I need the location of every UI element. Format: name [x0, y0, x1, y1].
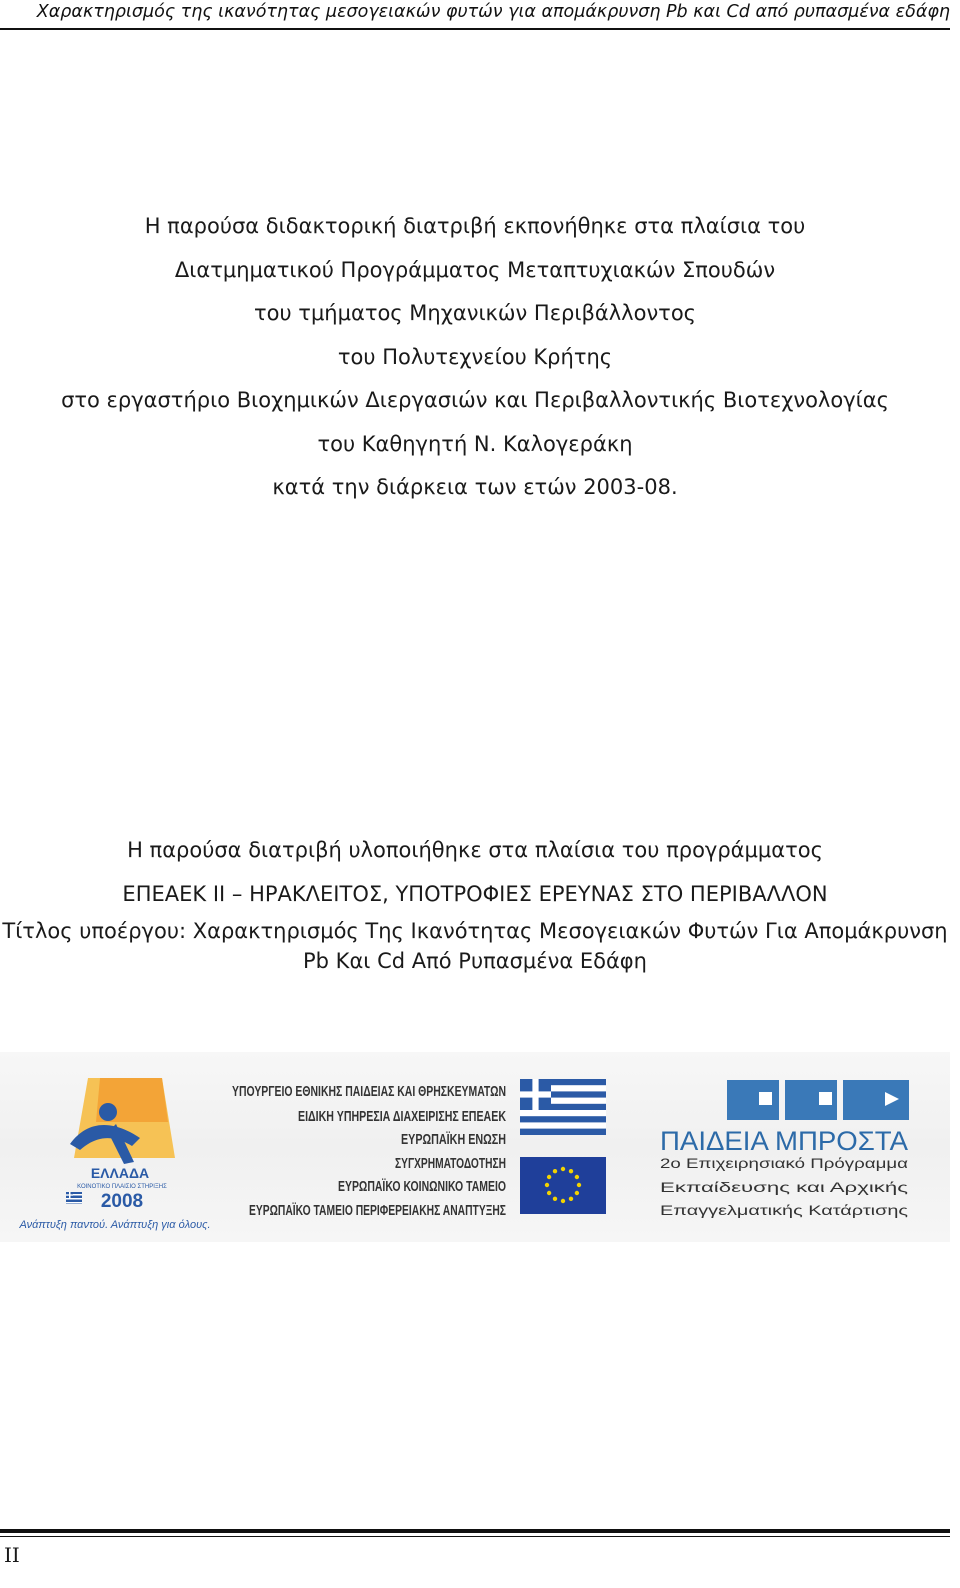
ellada-year: 2008 [100, 1191, 144, 1212]
thesis-line: στο εργαστήριο Βιοχημικών Διεργασιών και Περιβαλλοντικής Βιοτεχνολογίας [61, 388, 889, 412]
ministry-line: ΥΠΟΥΡΓΕΙΟ ΕΘΝΙΚΗΣ ΠΑΙΔΕΙΑΣ ΚΑΙ ΘΡΗΣΚΕΥΜΑΤΩΝ [232, 1084, 506, 1100]
paideia-line: Επαγγελματικής Κατάρτισης [660, 1202, 909, 1218]
thesis-line: Η παρούσα διδακτορική διατριβή εκπονήθηκε στα πλαίσια του [144, 214, 806, 238]
sponsor-logos [0, 1052, 950, 1242]
thesis-line: κατά την διάρκεια των ετών 2003-08. [272, 475, 678, 499]
page-number: II [4, 1543, 20, 1567]
funding-line: Η παρούσα διατριβή υλοποιήθηκε στα πλαίσια του προγράμματος [127, 838, 823, 862]
paideia-line: 2ο Επιχειρησιακό Πρόγραμμα [660, 1155, 908, 1171]
ellada-name: ΕΛΛΑΔΑ [90, 1165, 150, 1181]
eu-flag-icon [520, 1157, 606, 1214]
ellada-sub: ΚΟΙΝΟΤΙΚΟ ΠΛΑΙΣΙΟ ΣΤΗΡΙΞΗΣ [77, 1184, 167, 1190]
greek-flag-small-icon [66, 1192, 82, 1204]
ellada-slogan: Ανάπτυξη παντού. Ανάπτυξη για όλους. [19, 1219, 211, 1231]
greek-flag-icon [520, 1079, 606, 1135]
paideia-mprosta-logo [660, 1080, 909, 1218]
paideia-title: ΠΑΙΔΕΙΑ ΜΠΡΟΣΤΑ [660, 1126, 908, 1156]
funding-line: ΕΠΕΑΕΚ ΙΙ – ΗΡΑΚΛΕΙΤΟΣ, ΥΠΟΤΡΟΦΙΕΣ ΕΡΕΥΝΑΣ ΣΤΟ ΠΕΡΙΒΑΛΛΟΝ [122, 881, 828, 906]
header-rule [0, 28, 950, 30]
ministry-line: ΕΥΡΩΠΑΪΚΟ ΚΟΙΝΩΝΙΚΟ ΤΑΜΕΙΟ [338, 1179, 571, 1195]
thesis-line: του Καθηγητή Ν. Καλογεράκη [317, 431, 633, 456]
thesis-line: Διατμηματικού Προγράμματος Μεταπτυχιακών Σπουδών [174, 257, 776, 282]
funding-statement [0, 829, 950, 976]
ellada-2008-logo [18, 1078, 210, 1231]
funding-line: Τίτλος υποέργου: Χαρακτηρισμός Της Ικανότητας Μεσογειακών Φυτών Για Απομάκρυνση [2, 919, 948, 943]
thesis-line: του Πολυτεχνείου Κρήτης [337, 344, 613, 369]
ministry-line: ΣΥΓΧΡΗΜΑΤΟΔΟΤΗΣΗ [395, 1156, 506, 1172]
footer-rule [0, 1529, 950, 1533]
ministry-text-block [232, 1084, 611, 1219]
running-header: Χαρακτηρισμός της ικανότητας μεσογειακών φυτών για απομάκρυνση Pb και Cd από ρυπασμένα εδάφη [36, 2, 950, 22]
paideia-line: Εκπαίδευσης και Αρχικής [660, 1179, 909, 1195]
ministry-line: ΕΥΡΩΠΑΪΚΟ ΤΑΜΕΙΟ ΠΕΡΙΦΕΡΕΙΑΚΗΣ ΑΝΑΠΤΥΞΗΣ [249, 1203, 611, 1219]
funding-line: Pb Και Cd Από Ρυπασμένα Εδάφη [303, 949, 647, 973]
footer-rule-thin [0, 1536, 950, 1537]
thesis-line: του τμήματος Μηχανικών Περιβάλλοντος [253, 301, 696, 325]
thesis-statement [0, 205, 950, 510]
ministry-line: ΕΙΔΙΚΗ ΥΠΗΡΕΣΙΑ ΔΙΑΧΕΙΡΙΣΗΣ ΕΠΕΑΕΚ [298, 1109, 507, 1125]
ministry-line: ΕΥΡΩΠΑΪΚΗ ΕΝΩΣΗ [401, 1132, 543, 1148]
